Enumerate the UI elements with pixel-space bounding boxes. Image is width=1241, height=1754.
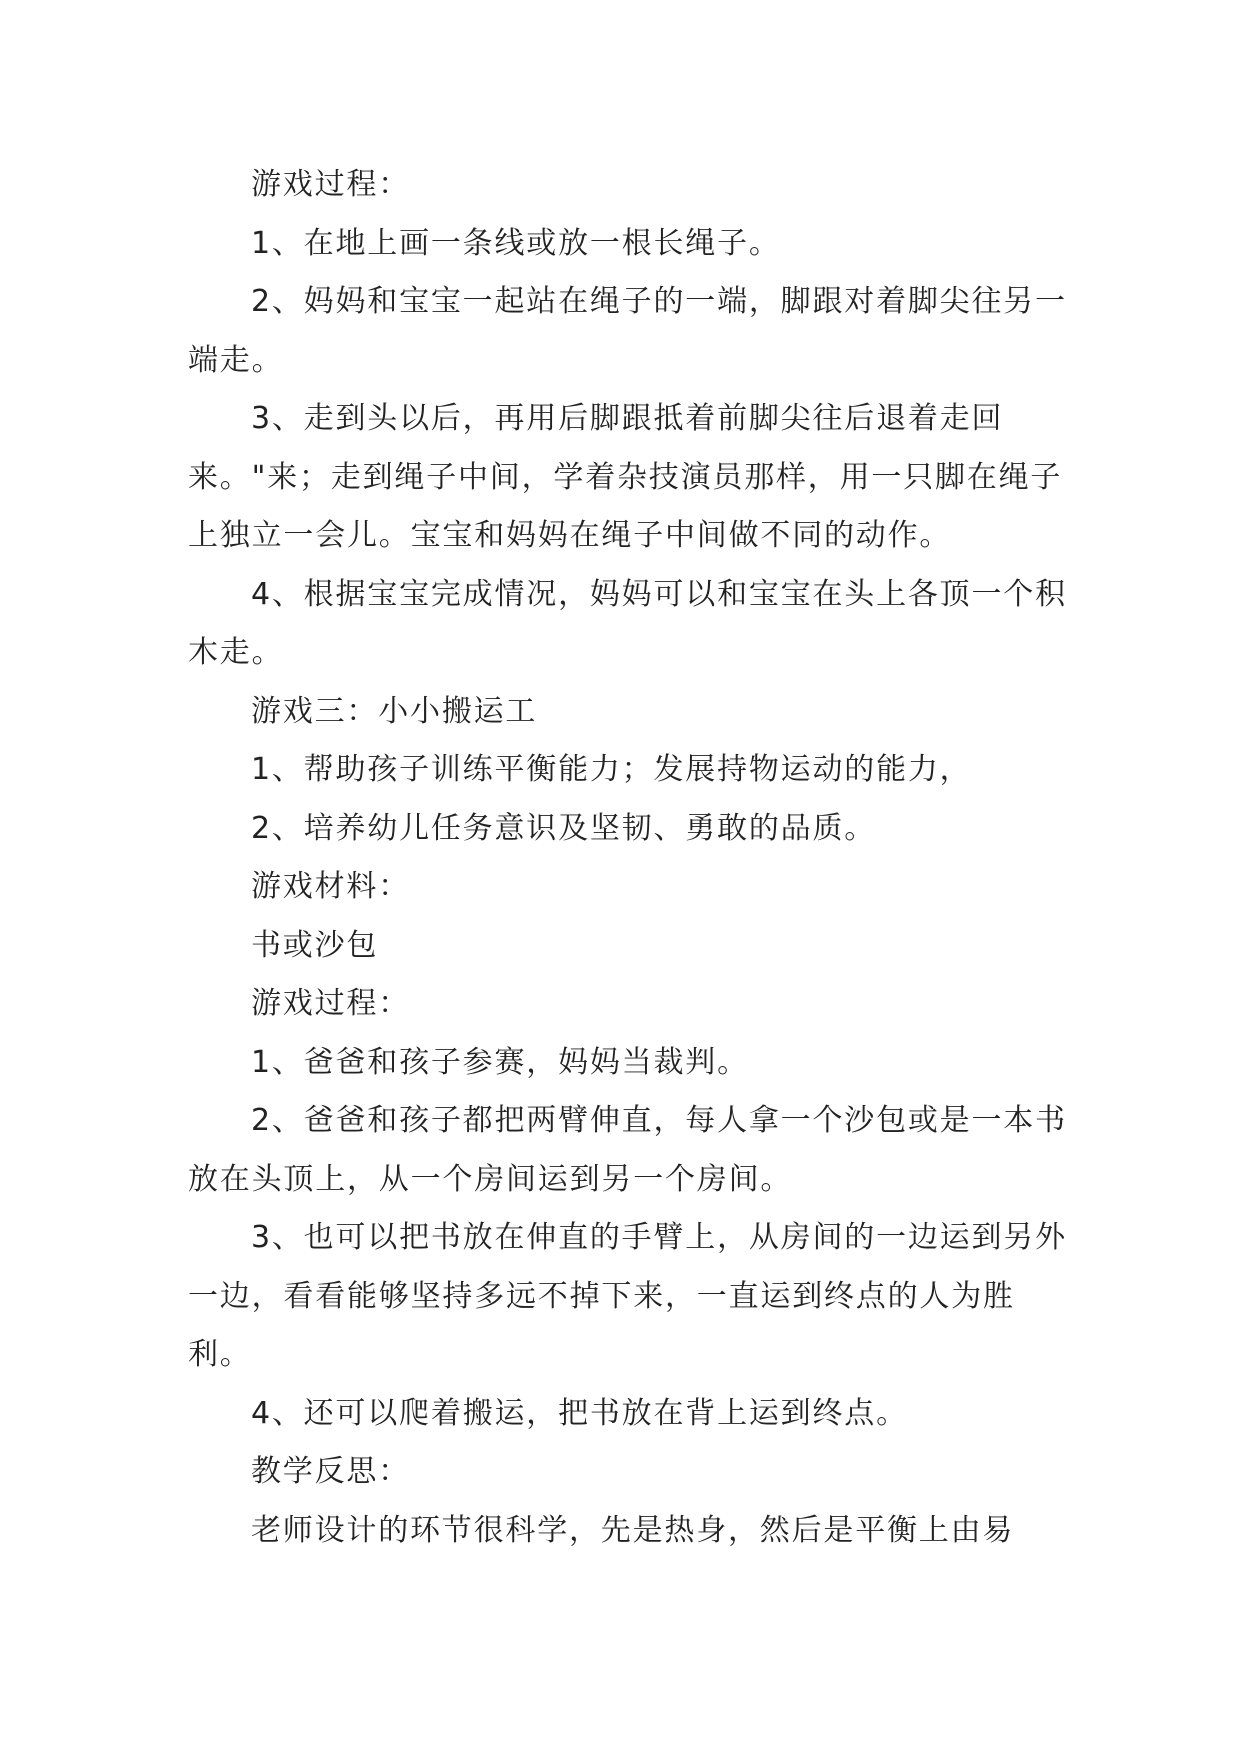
paragraph-game-process-heading: 游戏过程： [251,167,410,202]
paragraph-step-4-b: 4、还可以爬着搬运，把书放在背上运到终点。 [251,1395,908,1431]
paragraph-goal-2: 2、培养幼儿任务意识及坚韧、勇敢的品质。 [251,810,877,846]
paragraph-step-4: 4、根据宝宝完成情况，妈妈可以和宝宝在头上各顶一个积木走。 [188,576,1067,670]
paragraph-materials: 书或沙包 [251,927,379,963]
document-body [188,156,1068,1560]
paragraph-game-three-title: 游戏三：小小搬运工 [251,693,538,729]
paragraph-materials-heading: 游戏材料： [251,869,410,904]
paragraph-reflection-heading: 教学反思： [251,1454,410,1489]
paragraph-reflection: 老师设计的环节很科学，先是热身，然后是平衡上由易 [251,1512,1015,1548]
paragraph-step-2: 2、妈妈和宝宝一起站在绳子的一端，脚跟对着脚尖往另一端走。 [188,284,1067,378]
paragraph-game-process-heading-2: 游戏过程： [251,986,410,1021]
paragraph-step-1-b: 1、爸爸和孩子参赛，妈妈当裁判。 [251,1044,749,1080]
paragraph-goal-1: 1、帮助孩子训练平衡能力；发展持物运动的能力， [251,752,972,787]
paragraph-step-2-b: 2、爸爸和孩子都把两臂伸直，每人拿一个沙包或是一本书放在头顶上，从一个房间运到另一个房间。 [188,1103,1067,1197]
paragraph-step-1: 1、在地上画一条线或放一根长绳子。 [251,225,781,261]
paragraph-step-3: 3、走到头以后，再用后脚跟抵着前脚尖往后退着走回来。"来；走到绳子中间，学着杂技演员那样，用一只脚在绳子上独立一会儿。宝宝和妈妈在绳子中间做不同的动作。 [188,401,1063,553]
paragraph-step-3-b: 3、也可以把书放在伸直的手臂上，从房间的一边运到另外一边，看看能够坚持多远不掉下来，一直运到终点的人为胜利。 [188,1220,1067,1372]
